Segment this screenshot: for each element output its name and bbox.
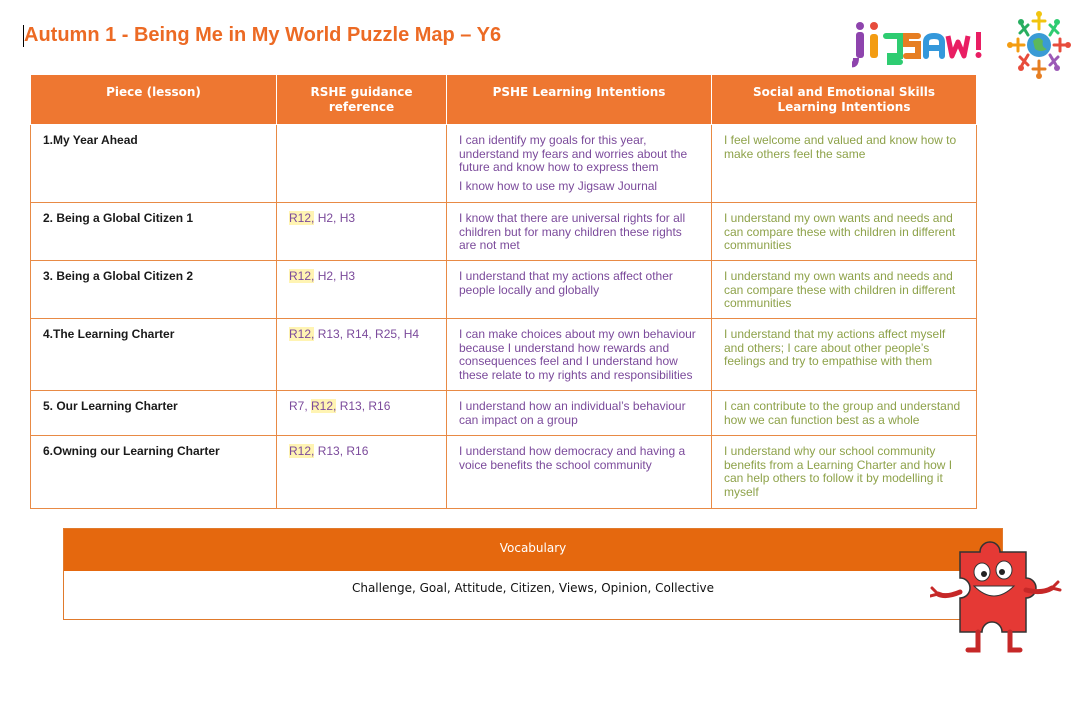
ref-rest: R13, R16 [314, 444, 369, 458]
header-rshe-ref: RSHE guidance reference [277, 75, 447, 125]
ref-highlight: R12, [311, 399, 337, 413]
ref-prefix: R7, [289, 399, 312, 413]
ref-highlight: R12, [289, 269, 315, 283]
pshe-text: I understand how democracy and having a voice benefits the school community [459, 444, 686, 472]
table-row [31, 261, 977, 319]
page-title: Autumn 1 - Being Me in My World Puzzle Map – Y6 [24, 24, 502, 46]
ref-highlight: R12, [289, 444, 315, 458]
vocabulary-heading: Vocabulary [64, 529, 1002, 571]
header-pshe: PSHE Learning Intentions [447, 75, 712, 125]
ref-rest: R13, R14, R25, H4 [314, 327, 420, 341]
header-sel: Social and Emotional Skills Learning Intentions [712, 75, 977, 125]
rshe-ref-cell [277, 203, 447, 261]
jigsaw-puzzle-mascot-icon [930, 522, 1080, 658]
piece-cell: 4.The Learning Charter [31, 319, 277, 391]
puzzle-map-table [30, 74, 977, 509]
pshe-text: I can identify my goals for this year, understand my fears and worries about the future and know how to express them [459, 133, 688, 174]
sel-cell: I feel welcome and valued and know how to make others feel the same [712, 125, 977, 203]
piece-cell: 1.My Year Ahead [31, 125, 277, 203]
sel-cell: I can contribute to the group and understand how we can function best as a whole [712, 391, 977, 436]
sel-cell: I understand why our school community benefits from a Learning Charter and how I can help others to follow it by modelling it myself [712, 436, 977, 509]
pshe-cell [447, 436, 712, 509]
piece-cell: 3. Being a Global Citizen 2 [31, 261, 277, 319]
ref-highlight: R12, [289, 211, 315, 225]
pshe-text: I know that there are universal rights for all children but for many children these rights are not met [459, 211, 686, 252]
ref-rest: H2, H3 [314, 211, 356, 225]
rshe-ref-cell [277, 436, 447, 509]
table-row [31, 319, 977, 391]
rshe-ref-cell [277, 125, 447, 203]
ref-rest: H2, H3 [314, 269, 356, 283]
pshe-text: I know how to use my Jigsaw Journal [459, 178, 658, 193]
header-piece: Piece (lesson) [31, 75, 277, 125]
sel-cell: I understand my own wants and needs and can compare these with children in different communities [712, 203, 977, 261]
pshe-text: I understand how an individual’s behaviour can impact on a group [459, 399, 686, 427]
ref-rest: R13, R16 [336, 399, 391, 413]
school-globe-logo-icon [1006, 5, 1072, 81]
table-row [31, 125, 977, 203]
ref-highlight: R12, [289, 327, 315, 341]
pshe-cell [447, 261, 712, 319]
vocabulary-words: Challenge, Goal, Attitude, Citizen, Views, Opinion, Collective [351, 581, 715, 595]
table-row [31, 391, 977, 436]
table-row [31, 203, 977, 261]
piece-cell: 5. Our Learning Charter [31, 391, 277, 436]
pshe-cell [447, 203, 712, 261]
vocabulary-box [63, 528, 1003, 620]
table-header-row [31, 75, 977, 125]
piece-cell: 6.Owning our Learning Charter [31, 436, 277, 509]
rshe-ref-cell [277, 261, 447, 319]
jigsaw-wordmark-icon [852, 16, 988, 68]
sel-cell: I understand my own wants and needs and can compare these with children in different communities [712, 261, 977, 319]
piece-cell: 2. Being a Global Citizen 1 [31, 203, 277, 261]
pshe-cell [447, 391, 712, 436]
pshe-text: I can make choices about my own behaviour because I understand how rewards and consequences feel and I understand how these relate to my rights and responsibilities [459, 327, 696, 382]
pshe-text: I understand that my actions affect other people locally and globally [459, 269, 673, 297]
pshe-cell [447, 125, 712, 203]
pshe-cell [447, 319, 712, 391]
table-row [31, 436, 977, 509]
rshe-ref-cell [277, 319, 447, 391]
rshe-ref-cell [277, 391, 447, 436]
sel-cell: I understand that my actions affect myself and others; I care about other people’s feelings and try to empathise with them [712, 319, 977, 391]
